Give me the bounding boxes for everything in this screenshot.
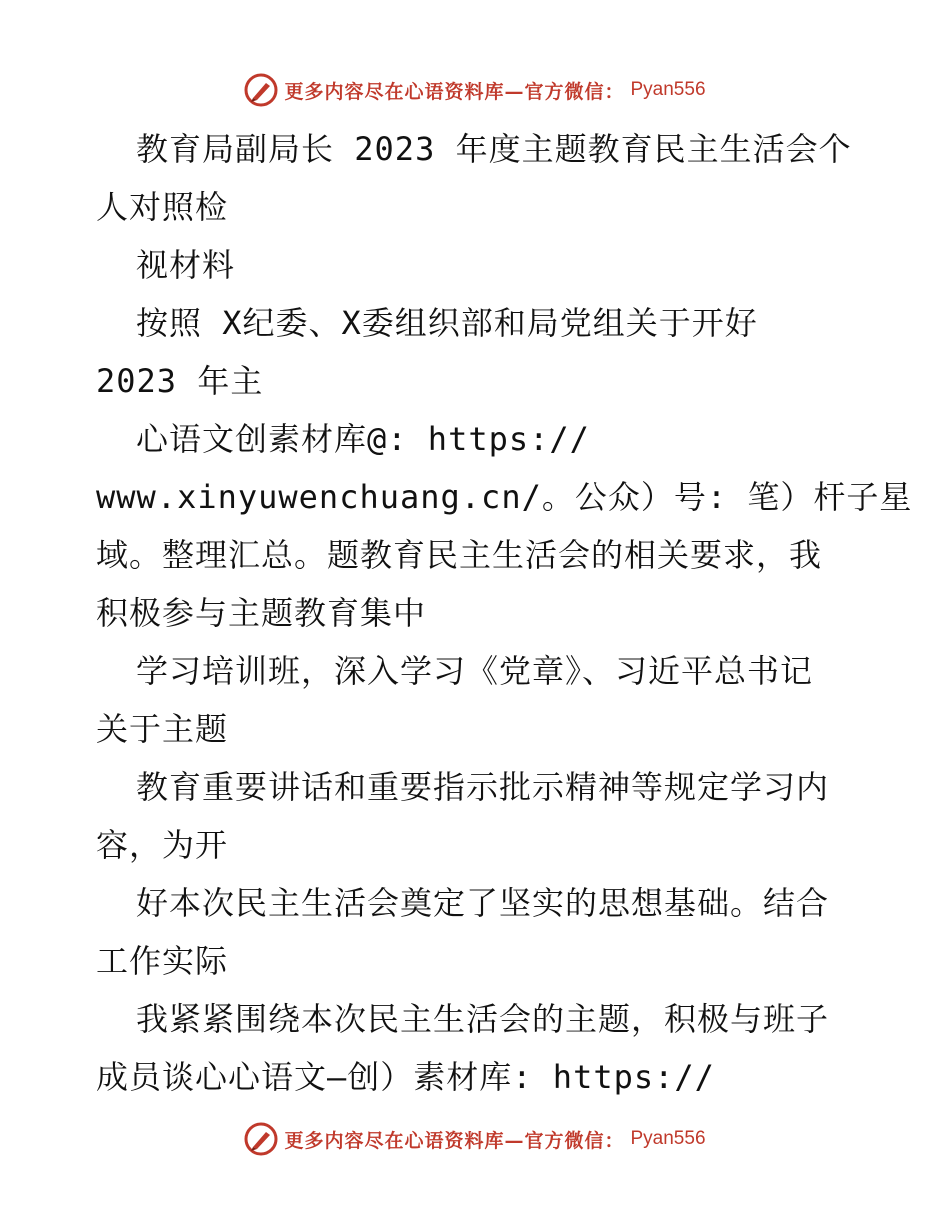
doc-line: www.xinyuwenchuang.cn/。公众）号: 笔）杆子星 (96, 478, 913, 516)
doc-line-title-1: 教育局副局长 2023 年度主题教育民主生活会个 (136, 130, 852, 168)
doc-line-title-3: 视材料 (136, 246, 236, 284)
doc-line: 成员谈心心语文—创）素材库: https:// (96, 1058, 715, 1096)
pen-logo-icon (244, 73, 278, 107)
doc-line: 2023 年主 (96, 362, 264, 400)
banner-wechat-id: Pyan556 (630, 79, 706, 100)
doc-line: 按照 X纪委、X委组织部和局党组关于开好 (136, 304, 758, 342)
doc-line: 积极参与主题教育集中 (96, 594, 427, 632)
doc-line: 教育重要讲话和重要指示批示精神等规定学习内 (136, 768, 830, 806)
doc-line: 我紧紧围绕本次民主生活会的主题，积极与班子 (136, 1000, 830, 1038)
pen-logo-icon (244, 1122, 278, 1156)
doc-line: 好本次民主生活会奠定了坚实的思想基础。结合 (136, 884, 830, 922)
banner-text: 更多内容尽在心语资料库—官方微信： (284, 80, 625, 103)
banner-wechat-id: Pyan556 (630, 1128, 706, 1149)
footer-banner (0, 1119, 950, 1159)
doc-line: 关于主题 (96, 710, 229, 748)
header-banner (0, 70, 950, 110)
banner-text: 更多内容尽在心语资料库—官方微信： (284, 1129, 625, 1152)
doc-line-title-2: 人对照检 (96, 188, 229, 226)
doc-line: 域。整理汇总。题教育民主生活会的相关要求，我 (96, 536, 823, 574)
doc-line: 工作实际 (96, 942, 229, 980)
doc-line: 学习培训班，深入学习《党章》、习近平总书记 (136, 652, 814, 690)
doc-line: 容，为开 (96, 826, 229, 864)
document-body (96, 120, 913, 1106)
doc-line: 心语文创素材库@: https:// (136, 420, 590, 458)
